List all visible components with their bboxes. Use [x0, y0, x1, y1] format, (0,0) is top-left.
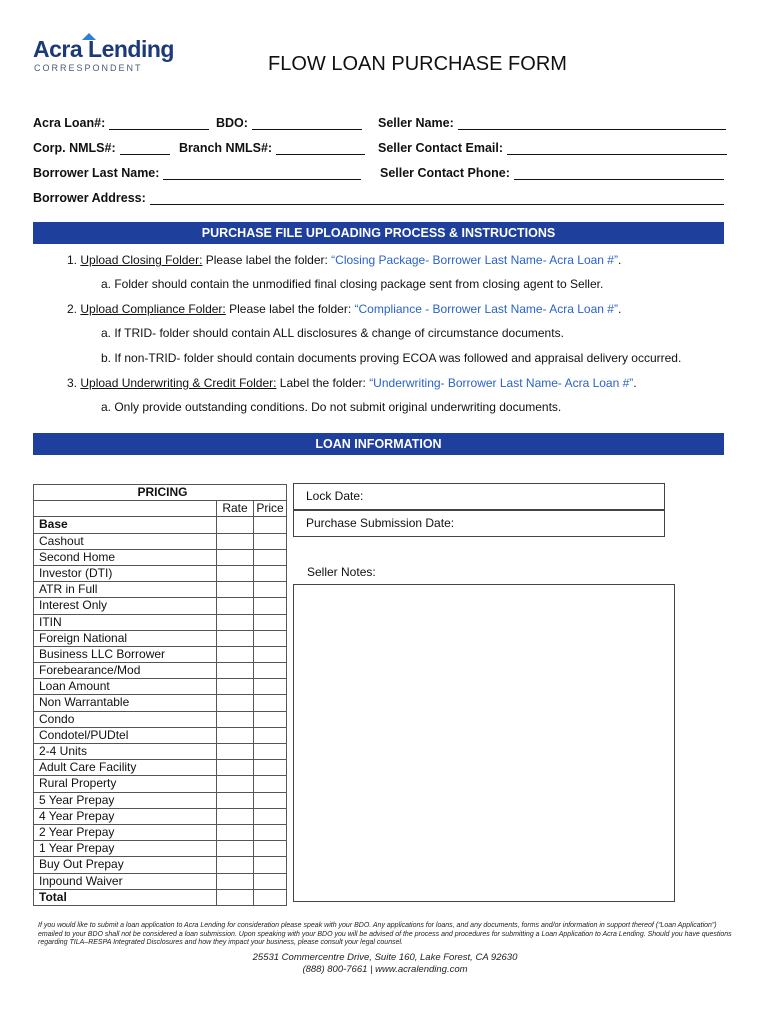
- price-cell[interactable]: [254, 824, 287, 840]
- rate-cell[interactable]: [217, 663, 254, 679]
- pricing-row-label: 1 Year Prepay: [34, 841, 217, 857]
- corp-nmls-field: [33, 141, 170, 155]
- pricing-row-label: Base: [34, 517, 217, 533]
- price-cell[interactable]: [254, 776, 287, 792]
- instruction-3-text: Label the folder:: [276, 376, 370, 390]
- price-cell[interactable]: [254, 857, 287, 873]
- borrower-address-field: [33, 191, 724, 205]
- seller-email-label: Seller Contact Email:: [378, 141, 504, 155]
- instruction-1: [67, 253, 621, 267]
- price-cell[interactable]: [254, 808, 287, 824]
- pricing-row-label: 4 Year Prepay: [34, 808, 217, 824]
- instruction-1-title: Upload Closing Folder:: [80, 253, 203, 267]
- pricing-row: [34, 533, 287, 549]
- pricing-row-label: Investor (DTI): [34, 565, 217, 581]
- price-cell[interactable]: [254, 646, 287, 662]
- instruction-2-number: 2.: [67, 302, 78, 316]
- pricing-row: [34, 663, 287, 679]
- pricing-row: [34, 598, 287, 614]
- logo-name: Acra Lending: [33, 36, 174, 62]
- pricing-row-label: ATR in Full: [34, 582, 217, 598]
- pricing-row: [34, 824, 287, 840]
- instruction-2-end: .: [617, 302, 622, 316]
- bdo-input[interactable]: [252, 118, 362, 130]
- price-cell[interactable]: [254, 565, 287, 581]
- pricing-row-label: Forebearance/Mod: [34, 663, 217, 679]
- company-contact: (888) 800-7661 | www.acralending.com: [302, 964, 468, 975]
- seller-phone-input[interactable]: [514, 168, 724, 180]
- pricing-row: [34, 857, 287, 873]
- corp-nmls-input[interactable]: [120, 143, 170, 155]
- instruction-3a: a. Only provide outstanding conditions. Do not submit original underwriting documents.: [101, 400, 562, 414]
- company-address: 25531 Commercentre Drive, Suite 160, Lake Forest, CA 92630: [252, 952, 518, 963]
- branch-nmls-field: [179, 141, 365, 155]
- price-cell[interactable]: [254, 517, 287, 533]
- price-column-header: Price: [254, 501, 287, 517]
- pricing-row-label: Adult Care Facility: [34, 760, 217, 776]
- pricing-row-label: Business LLC Borrower: [34, 646, 217, 662]
- rate-cell[interactable]: [217, 598, 254, 614]
- borrower-address-label: Borrower Address:: [33, 191, 146, 205]
- pricing-row: [34, 549, 287, 565]
- branch-nmls-input[interactable]: [276, 143, 365, 155]
- purchase-submission-date-field[interactable]: [293, 510, 665, 537]
- rate-cell[interactable]: [217, 792, 254, 808]
- rate-cell[interactable]: [217, 776, 254, 792]
- pricing-title: PRICING: [34, 485, 287, 501]
- form-title: FLOW LOAN PURCHASE FORM: [268, 53, 567, 75]
- instruction-2-title: Upload Compliance Folder:: [80, 302, 226, 316]
- rate-cell[interactable]: [217, 646, 254, 662]
- pricing-row-label: Cashout: [34, 533, 217, 549]
- pricing-row: [34, 582, 287, 598]
- lock-date-label: Lock Date:: [306, 489, 364, 503]
- rate-cell[interactable]: [217, 873, 254, 889]
- instruction-1-text: Please label the folder:: [202, 253, 332, 267]
- instruction-3-title: Upload Underwriting & Credit Folder:: [80, 376, 277, 390]
- acra-logo: [33, 36, 183, 76]
- rate-cell[interactable]: [217, 760, 254, 776]
- branch-nmls-label: Branch NMLS#:: [179, 141, 273, 155]
- rate-cell[interactable]: [217, 679, 254, 695]
- borrower-last-input[interactable]: [163, 168, 361, 180]
- price-cell[interactable]: [254, 760, 287, 776]
- bdo-label: BDO:: [216, 116, 248, 130]
- pricing-row: [34, 711, 287, 727]
- pricing-row: [34, 760, 287, 776]
- price-cell[interactable]: [254, 727, 287, 743]
- price-cell[interactable]: [254, 663, 287, 679]
- logo-roof-icon: [82, 33, 96, 40]
- rate-cell[interactable]: [217, 517, 254, 533]
- price-cell[interactable]: [254, 549, 287, 565]
- price-cell[interactable]: [254, 630, 287, 646]
- pricing-row: [34, 695, 287, 711]
- pricing-row: [34, 808, 287, 824]
- acra-loan-label: Acra Loan#:: [33, 116, 106, 130]
- rate-cell[interactable]: [217, 841, 254, 857]
- instruction-3: [67, 376, 637, 390]
- pricing-row-label: Condotel/PUDtel: [34, 727, 217, 743]
- pricing-row: [34, 889, 287, 905]
- pricing-row-label: Interest Only: [34, 598, 217, 614]
- seller-notes-textarea[interactable]: [293, 584, 675, 902]
- rate-cell[interactable]: [217, 695, 254, 711]
- instruction-1-number: 1.: [67, 253, 78, 267]
- pricing-row-label: Loan Amount: [34, 679, 217, 695]
- pricing-row-label: Total: [34, 889, 217, 905]
- seller-name-label: Seller Name:: [378, 116, 454, 130]
- pricing-row-label: Second Home: [34, 549, 217, 565]
- seller-name-field: [378, 116, 726, 130]
- rate-cell[interactable]: [217, 565, 254, 581]
- pricing-table: [33, 484, 287, 906]
- disclaimer-text: If you would like to submit a loan application to Acra Lending for consideration please speak with your BDO. Any applications for loans, and any documents, forms and/or information in support thereof (“Loan Application”) emailed to your BDO shall not be considered a loan submission. Upon speaking with your BDO you will be advised of the process and procedures for submitting a Loan Application to Acra Lending. Should you have questions regarding TILA–RESPA Integrated Disclosures and how they impact your business, please consult your legal counsel.: [38, 922, 732, 946]
- borrower-last-field: [33, 166, 361, 180]
- price-cell[interactable]: [254, 695, 287, 711]
- pricing-row-label: ITIN: [34, 614, 217, 630]
- borrower-address-input[interactable]: [150, 193, 724, 205]
- seller-name-input[interactable]: [458, 118, 726, 130]
- pricing-title-row: [34, 485, 287, 501]
- rate-cell[interactable]: [217, 727, 254, 743]
- instruction-2b: b. If non-TRID- folder should contain documents proving ECOA was followed and appraisal delivery occurred.: [101, 351, 682, 365]
- pricing-row-label: Condo: [34, 711, 217, 727]
- pricing-row: [34, 873, 287, 889]
- price-cell[interactable]: [254, 792, 287, 808]
- acra-loan-input[interactable]: [109, 118, 209, 130]
- pricing-header-blank: [34, 501, 217, 517]
- loan-information-header: LOAN INFORMATION: [33, 433, 724, 455]
- pricing-row: [34, 679, 287, 695]
- instruction-3-number: 3.: [67, 376, 78, 390]
- pricing-row-label: 2 Year Prepay: [34, 824, 217, 840]
- pricing-row: [34, 630, 287, 646]
- pricing-row-label: 2-4 Units: [34, 744, 217, 760]
- instruction-1-folder-name: “Closing Package- Borrower Last Name- Acra Loan #”: [331, 253, 618, 267]
- purchase-instructions-header: PURCHASE FILE UPLOADING PROCESS & INSTRUCTIONS: [33, 222, 724, 244]
- lock-date-field[interactable]: [293, 483, 665, 510]
- price-cell[interactable]: [254, 679, 287, 695]
- pricing-row: [34, 517, 287, 533]
- pricing-row-label: 5 Year Prepay: [34, 792, 217, 808]
- instruction-2-folder-name: “Compliance - Borrower Last Name- Acra Loan #”: [354, 302, 618, 316]
- instruction-3-folder-name: “Underwriting- Borrower Last Name- Acra Loan #”: [369, 376, 634, 390]
- logo-subtitle: CORRESPONDENT: [34, 63, 143, 73]
- pricing-row-label: Buy Out Prepay: [34, 857, 217, 873]
- instruction-2a: a. If TRID- folder should contain ALL disclosures & change of circumstance documents.: [101, 326, 564, 340]
- price-cell[interactable]: [254, 614, 287, 630]
- rate-cell[interactable]: [217, 824, 254, 840]
- rate-column-header: Rate: [217, 501, 254, 517]
- purchase-submission-date-label: Purchase Submission Date:: [306, 516, 455, 530]
- pricing-row: [34, 744, 287, 760]
- pricing-row: [34, 646, 287, 662]
- price-cell[interactable]: [254, 889, 287, 905]
- pricing-row-label: Non Warrantable: [34, 695, 217, 711]
- corp-nmls-label: Corp. NMLS#:: [33, 141, 116, 155]
- rate-cell[interactable]: [217, 744, 254, 760]
- instruction-2-text: Please label the folder:: [225, 302, 355, 316]
- rate-cell[interactable]: [217, 614, 254, 630]
- instruction-2: [67, 302, 621, 316]
- bdo-field: [216, 116, 362, 130]
- pricing-row-label: Rural Property: [34, 776, 217, 792]
- seller-phone-label: Seller Contact Phone:: [380, 166, 510, 180]
- instruction-1-end: .: [617, 253, 622, 267]
- pricing-row: [34, 841, 287, 857]
- pricing-row: [34, 565, 287, 581]
- pricing-row: [34, 776, 287, 792]
- pricing-header-row: [34, 501, 287, 517]
- rate-cell[interactable]: [217, 889, 254, 905]
- rate-cell[interactable]: [217, 630, 254, 646]
- pricing-row: [34, 614, 287, 630]
- instruction-3-end: .: [633, 376, 637, 390]
- rate-cell[interactable]: [217, 533, 254, 549]
- seller-email-field: [378, 141, 727, 155]
- rate-cell[interactable]: [217, 711, 254, 727]
- rate-cell[interactable]: [217, 808, 254, 824]
- seller-phone-field: [380, 166, 724, 180]
- price-cell[interactable]: [254, 744, 287, 760]
- borrower-last-label: Borrower Last Name:: [33, 166, 160, 180]
- pricing-row-label: Foreign National: [34, 630, 217, 646]
- seller-notes-label: Seller Notes:: [307, 565, 376, 579]
- pricing-row: [34, 792, 287, 808]
- rate-cell[interactable]: [217, 582, 254, 598]
- rate-cell[interactable]: [217, 549, 254, 565]
- price-cell[interactable]: [254, 533, 287, 549]
- seller-email-input[interactable]: [507, 143, 727, 155]
- pricing-row-label: Inpound Waiver: [34, 873, 217, 889]
- acra-loan-field: [33, 116, 209, 130]
- price-cell[interactable]: [254, 582, 287, 598]
- rate-cell[interactable]: [217, 857, 254, 873]
- price-cell[interactable]: [254, 873, 287, 889]
- price-cell[interactable]: [254, 711, 287, 727]
- price-cell[interactable]: [254, 598, 287, 614]
- instruction-1a: a. Folder should contain the unmodified final closing package sent from closing agent to Seller.: [101, 277, 604, 291]
- pricing-row: [34, 727, 287, 743]
- price-cell[interactable]: [254, 841, 287, 857]
